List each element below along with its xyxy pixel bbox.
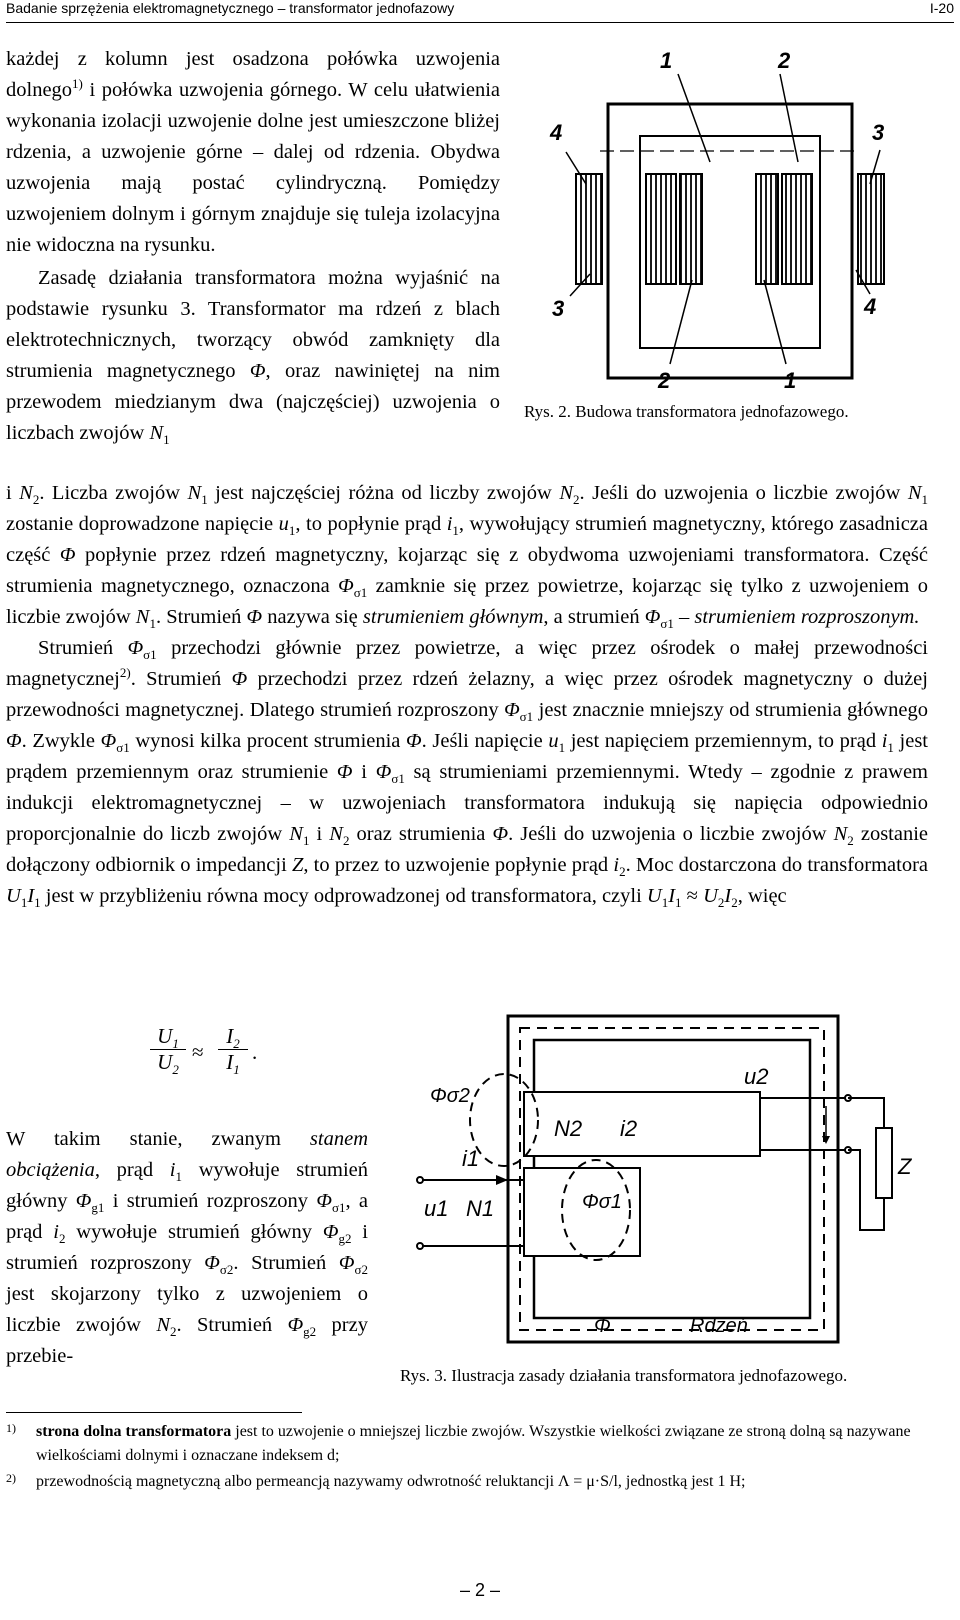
footnote-1-mark: 1)	[6, 1421, 16, 1435]
fig3-label-u1: u1	[424, 1196, 449, 1221]
footnote-1-text: jest to uzwojenie o mniejszej liczbie zwojów. Wszystkie wielkości związane ze stroną dolną są nazywane wielkościami dolnymi i oznaczane indeksem d;	[36, 1423, 911, 1464]
figure-3-operating-principle	[400, 1010, 950, 1355]
paragraph-4: W takim stanie, zwanym stanem obciążenia, prąd $i_1$ wywołuje strumień główny $\Phi_{g1}$ i strumień rozproszony $\Phi_{\sigma 1}$, a prąd $i_2$ wywołuje strumień główny $\Phi_{g2}$ i strumień rozproszony $\Phi_{\sigma 2}$. Strumień $\Phi_{\sigma 2}$ jest skojarzony tylko z uzwojeniem o liczbie zwojów $N_2$. Strumień $\Phi_{g2}$ przy przebie-	[6, 1128, 369, 1367]
fig2-label-3-left: 3	[552, 296, 565, 321]
header-code: I-20	[929, 0, 954, 16]
paragraph-2-continued: i $N_2$. Liczba zwojów $N_1$ jest najczęściej różna od liczby zwojów $N_2$. Jeśli do uzwojenia o liczbie zwojów $N_1$ zostanie doprowadzone napięcie $u_1$, to popłynie prąd $i_1$, wywołujący strumień magnetyczny, którego zasadnicza część Φ popłynie przez rdzeń magnetyczny, kojarząc się z obydwoma uzwojeniami transformatora. Część strumienia magnetycznego, oznaczona $\Phi_{\sigma 1}$ zamknie się przez powietrze, kojarząc się tylko z uzwojeniem o liczbie zwojów $N_1$. Strumień Φ nazywa się strumieniem głównym, a strumień $\Phi_{\sigma 1}$ – strumieniem rozproszonym.	[6, 482, 929, 632]
fig3-label-phi: Φ	[594, 1315, 611, 1337]
fig2-label-1-top: 1	[660, 48, 673, 73]
fig2-label-4-right: 4	[864, 294, 877, 319]
fig3-label-phi-sigma2: Φσ2	[430, 1085, 470, 1107]
fig3-label-i1: i1	[462, 1146, 480, 1171]
fig3-label-u2: u2	[744, 1064, 769, 1089]
fig3-label-core: Rdzeń	[690, 1315, 748, 1337]
fraction-i: $\frac{I_2}{I_1}$	[218, 1024, 248, 1075]
fig2-label-4-left: 4	[550, 120, 563, 145]
header-title: Badanie sprzężenia elektromagnetycznego – transformator jednofazowy	[6, 0, 455, 16]
fig3-label-n1: N1	[466, 1196, 495, 1221]
figure-2-transformer-structure	[530, 44, 950, 404]
paragraph-2-start: Zasadę działania transformatora można wyjaśnić na podstawie rysunku 3. Transformator ma rdzeń z blach elektrotechnicznych, tworzący obwód zamknięty dla strumienia magnetycznego Φ, oraz nawiniętej na nim przewodem miedzianym dwa (najczęściej) uzwojenia o liczbach zwojów $N_1$	[6, 267, 500, 448]
fig2-label-1-bottom: 1	[784, 368, 797, 393]
page-header	[6, 0, 954, 22]
equation-period: .	[252, 1040, 258, 1064]
page-number: – 2 –	[459, 1580, 501, 1600]
paragraph-3: Strumień $\Phi_{\sigma 1}$ przechodzi głównie przez powietrze, a więc przez ośrodek o małej przewodności magnetycznej$^{2)}$. Strumień Φ przechodzi przez rdzeń żelazny, a więc przez ośrodek magnetyczny o dużej przewodności magnetycznej. Dlatego strumień rozproszony $\Phi_{\sigma 1}$ jest znacznie mniejszy od strumienia głównego Φ. Zwykle $\Phi_{\sigma 1}$ wynosi kilka procent strumienia Φ. Jeśli napięcie $u_1$ jest napięciem przemiennym, to prąd $i_1$ jest prądem przemiennym oraz strumienie Φ i $\Phi_{\sigma 1}$ są strumieniami przemiennymi. Wtedy – zgodnie z prawem indukcji elektromagnetycznej – w uzwojeniach transformatora indukują się napięcia odpowiednio proporcjonalnie do liczb zwojów $N_1$ i $N_2$ oraz strumienia Φ. Jeśli do uzwojenia o liczbie zwojów $N_2$ zostanie dołączony odbiornik o impedancji Z, to przez to uzwojenie popłynie prąd $i_2$. Moc dostarczona do transformatora $U_1I_1$ jest w przybliżeniu równa mocy odprowadzonej od transformatora, czyli $U_1I_1 \approx U_2I_2$, więc	[6, 637, 929, 911]
paragraph-1: każdej z kolumn jest osadzona połówka uzwojenia dolnego$^{1)}$ i połówka uzwojenia górnego. W celu ułatwienia wykonania izolacji uzwojenie dolne jest umieszczone bliżej rdzenia, a uzwojenie górne – dalej od rdzenia. Obydwa uzwojenia mają postać cylindryczną. Pomiędzy uzwojeniem dolnym i górnym znajduje się tuleja izolacyjna nie widoczna na rysunku.	[6, 48, 500, 256]
text-column-top	[6, 44, 500, 449]
fig2-label-2-top: 2	[778, 48, 791, 73]
footnote-2-mark: 2)	[6, 1471, 16, 1485]
approx-sign: ≈	[192, 1040, 204, 1064]
fig3-label-phi-sigma1: Φσ1	[582, 1191, 622, 1213]
figure-2-caption: Rys. 2. Budowa transformatora jednofazowego.	[524, 402, 849, 421]
fig3-label-n2: N2	[554, 1116, 583, 1141]
footnote-rule	[6, 1412, 302, 1413]
footnote-1-term: strona dolna transformatora	[36, 1423, 232, 1440]
fig2-label-2-bottom: 2	[658, 368, 671, 393]
figure-3-caption: Rys. 3. Ilustracja zasady działania transformatora jednofazowego.	[400, 1366, 848, 1385]
fig2-label-3-right: 3	[872, 120, 885, 145]
fraction-u: $\frac{U_1}{U_2}$	[150, 1024, 186, 1075]
footnote-2	[6, 1470, 954, 1494]
fig3-label-i2: i2	[620, 1116, 638, 1141]
header-rule	[6, 22, 954, 23]
fig3-label-z: Z	[898, 1154, 912, 1179]
footnote-2-text: przewodnością magnetyczną albo permeancją nazywamy odwrotność reluktancji Λ = μ·S/l, jednostką jest 1 H;	[36, 1473, 746, 1490]
text-full-width	[6, 478, 928, 912]
footnote-1	[6, 1420, 954, 1468]
